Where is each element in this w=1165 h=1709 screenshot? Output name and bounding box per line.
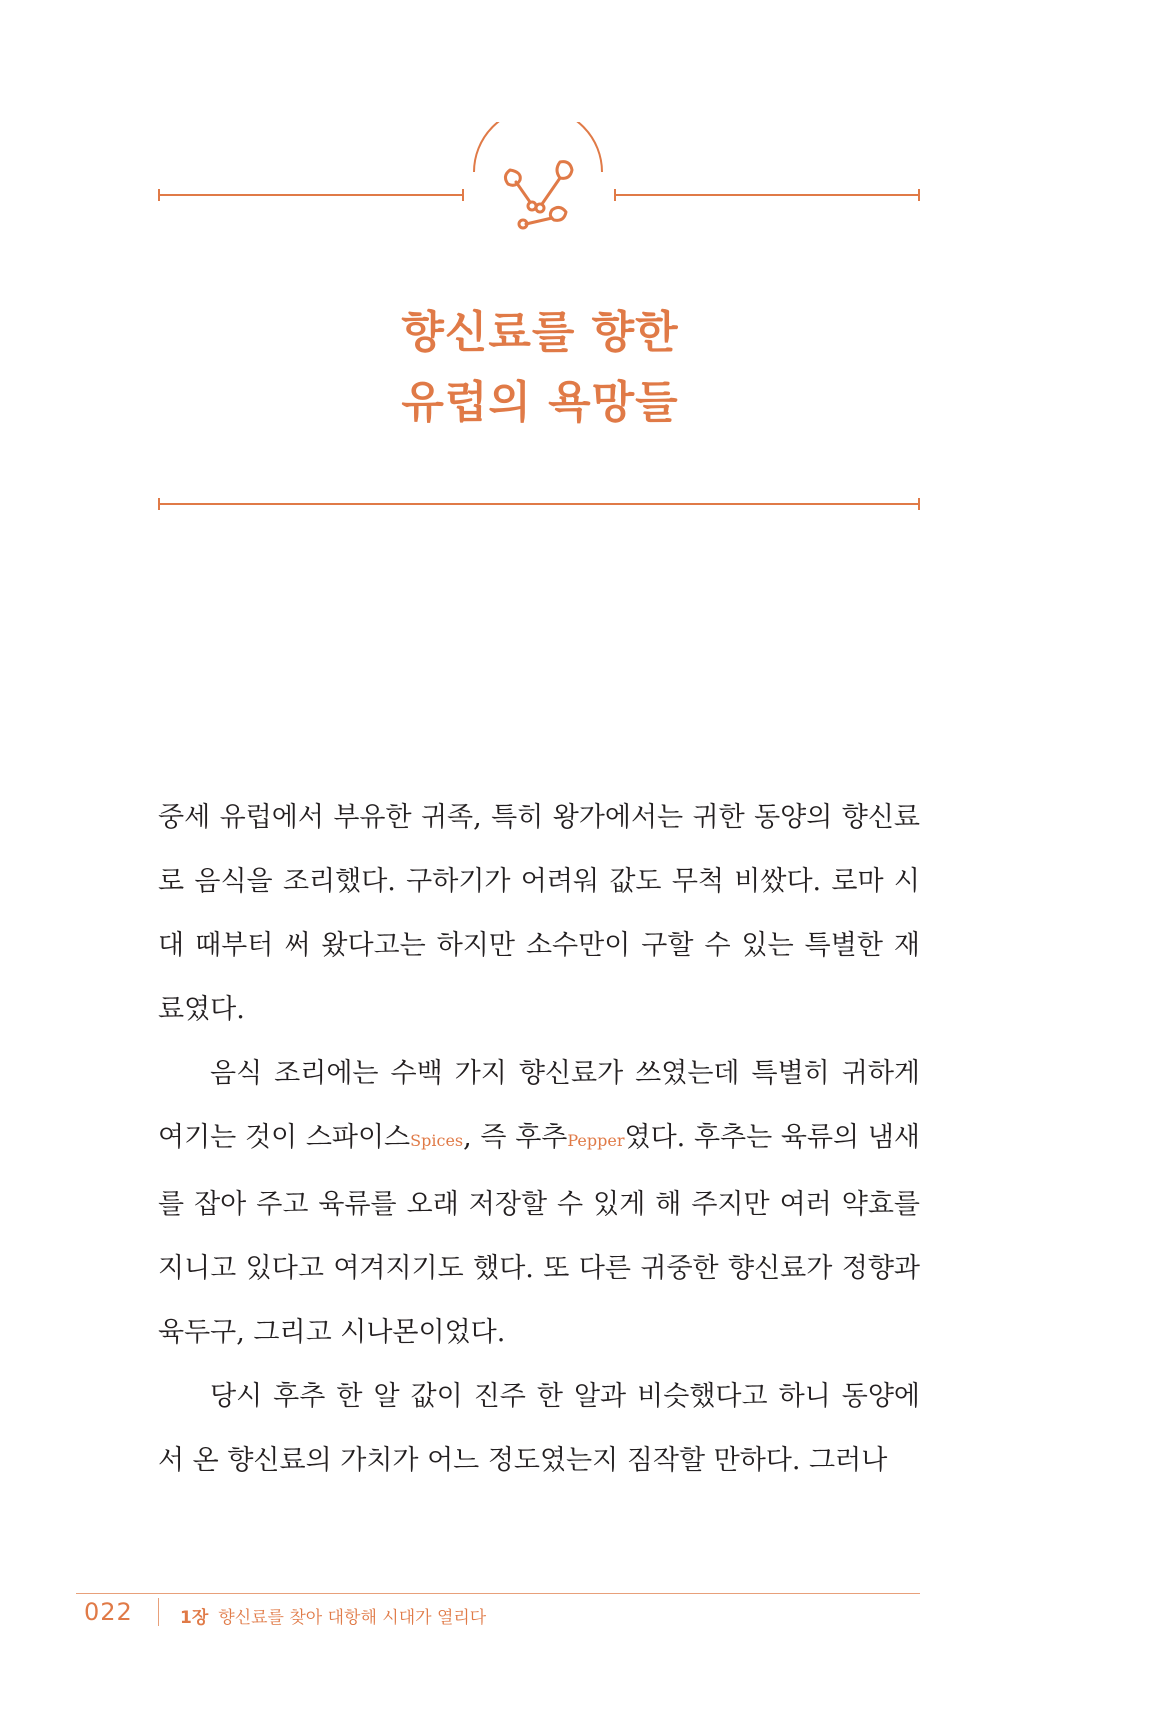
page-number: 022 [84, 1598, 133, 1626]
term-spices: Spices [410, 1131, 464, 1150]
paragraph-1: 중세 유럽에서 부유한 귀족, 특히 왕가에서는 귀한 동양의 향신료로 음식을 조리했다. 구하기가 어려워 값도 무척 비쌌다. 로마 시대 때부터 써 왔다고는 하지만 소수만이 구할 수 있는 특별한 재료였다. [158, 802, 920, 1025]
chapter-number: 1장 [180, 1608, 209, 1628]
chapter-title: 향신료를 찾아 대항해 시대가 열리다 [218, 1608, 487, 1628]
clove-icon [468, 122, 608, 232]
paragraph-3: 당시 후추 한 알 값이 진주 한 알과 비슷했다고 하니 동양에서 온 향신료의 가치가 어느 정도였는지 짐작할 만하다. 그러나 [158, 1381, 920, 1476]
body-text [158, 786, 920, 1493]
paragraph-2 [158, 1042, 920, 1365]
top-left-rule [158, 194, 464, 196]
footer-separator [158, 1598, 159, 1626]
running-head [180, 1603, 486, 1628]
paragraph-2-text-a: 음식 조리에는 수백 가지 향신료가 쓰였는데 특별히 귀하게 여기는 것이 스파이스 [158, 1058, 920, 1153]
top-right-rule [614, 194, 920, 196]
title-line-2: 유럽의 욕망들 [401, 377, 679, 428]
paragraph-2-text-c: 였다. 후추는 육류의 냄새를 잡아 주고 육류를 오래 저장할 수 있게 해 주지만 여러 약효를 지니고 있다고 여겨지기도 했다. 또 다른 귀중한 향신료가 정향과 육두구, 그리고 시나몬이었다. [158, 1122, 921, 1348]
paragraph-2-text-b: , 즉 후추 [463, 1122, 568, 1153]
footer-rule [76, 1593, 920, 1594]
title-bottom-rule [158, 503, 920, 505]
title-line-1: 향신료를 향한 [401, 307, 679, 358]
term-pepper: Pepper [567, 1131, 625, 1150]
